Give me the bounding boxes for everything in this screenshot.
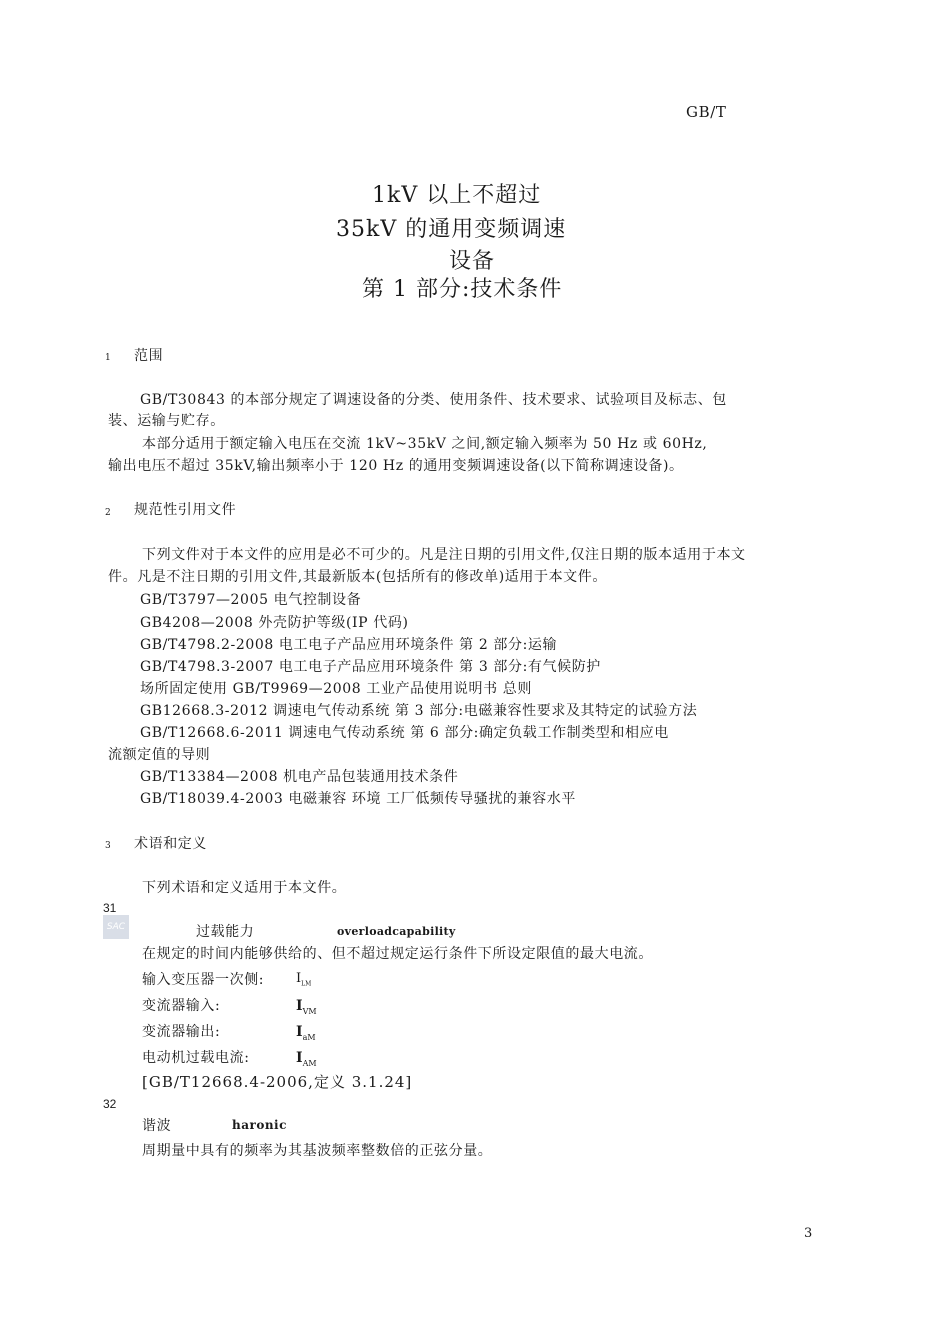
overload-row-label: 变流器输入:	[142, 998, 221, 1014]
term-31-definition: 在规定的时间内能够供给的、但不超过规定运行条件下所设定限值的最大电流。	[142, 946, 653, 962]
reference-item: GB12668.3-2012 调速电气传动系统 第 3 部分:电磁兼容性要求及其特定的试验方法	[140, 703, 698, 719]
reference-item: GB/T18039.4-2003 电磁兼容 环境 工厂低频传导骚扰的兼容水平	[140, 791, 576, 807]
reference-item: GB/T3797—2005 电气控制设备	[140, 592, 362, 608]
reference-item: GB/T13384—2008 机电产品包装通用技术条件	[140, 769, 459, 785]
overload-row-symbol: $I_{AM}$	[296, 1050, 317, 1068]
section-3-intro: 下列术语和定义适用于本文件。	[142, 880, 347, 896]
overload-row-symbol: $I_{VM}$	[296, 998, 317, 1016]
section-1-para-1a: GB/T30843 的本部分规定了调速设备的分类、使用条件、技术要求、试验项目及标志、包	[140, 392, 727, 408]
term-32-definition: 周期量中具有的频率为其基波频率整数倍的正弦分量。	[142, 1143, 493, 1159]
section-1-heading: 范围	[134, 348, 164, 364]
section-3-heading: 术语和定义	[134, 836, 207, 852]
overload-row-label: 输入变压器一次侧:	[142, 972, 265, 988]
section-1-number: 1	[105, 353, 111, 363]
term-31-source: [GB/T12668.4-2006,定义 3.1.24]	[142, 1073, 413, 1091]
title-line-4: 第 1 部分:技术条件	[362, 277, 563, 302]
sac-logo-watermark: SAC	[103, 915, 129, 939]
overload-row-symbol: $I_{aM}$	[296, 1024, 316, 1042]
reference-item: GB/T4798.3-2007 电工电子产品应用环境条件 第 3 部分:有气候防护	[140, 659, 601, 675]
term-32-chinese: 谐波	[142, 1118, 172, 1134]
title-line-3: 设备	[449, 249, 496, 274]
overload-row-label: 变流器输出:	[142, 1024, 221, 1040]
overload-row-label: 电动机过载电流:	[142, 1050, 250, 1066]
section-1-para-2a: 本部分适用于额定输入电压在交流 1kV~35kV 之间,额定输入频率为 50 Hz 或 60Hz,	[142, 436, 708, 452]
page-number: 3	[804, 1226, 813, 1241]
reference-item: GB4208—2008 外壳防护等级(IP 代码)	[140, 615, 409, 631]
reference-item: GB/T4798.2-2008 电工电子产品应用环境条件 第 2 部分:运输	[140, 637, 558, 653]
reference-item-continuation: 流额定值的导则	[108, 747, 211, 763]
term-31-english: overloadcapability	[337, 925, 456, 938]
section-1-para-2b: 输出电压不超过 35kV,输出频率小于 120 Hz 的通用变频调速设备(以下简称调速设备)。	[108, 458, 684, 474]
section-3-number: 3	[105, 841, 111, 851]
section-2-heading: 规范性引用文件	[134, 502, 237, 518]
section-2-para-1b: 件。凡是不注日期的引用文件,其最新版本(包括所有的修改单)适用于本文件。	[108, 569, 607, 585]
reference-item: 场所固定使用 GB/T9969—2008 工业产品使用说明书 总则	[140, 681, 532, 697]
term-32-number: 32	[103, 1097, 117, 1111]
term-32-english: haronic	[232, 1118, 287, 1132]
overload-row-symbol: $I_{LM}$	[296, 971, 312, 988]
title-line-2: 35kV 的通用变频调速	[336, 217, 567, 242]
section-2-para-1a: 下列文件对于本文件的应用是必不可少的。凡是注日期的引用文件,仅注日期的版本适用于本文	[142, 547, 746, 563]
term-31-number: 31	[103, 901, 117, 915]
header-standard-code: GB/T	[686, 103, 727, 121]
title-line-1: 1kV 以上不超过	[372, 183, 542, 208]
section-2-number: 2	[105, 508, 111, 518]
term-31-chinese: 过载能力	[196, 924, 255, 940]
reference-item: GB/T12668.6-2011 调速电气传动系统 第 6 部分:确定负载工作制类型和相应电	[140, 725, 669, 741]
section-1-para-1b: 装、运输与贮存。	[108, 413, 225, 429]
